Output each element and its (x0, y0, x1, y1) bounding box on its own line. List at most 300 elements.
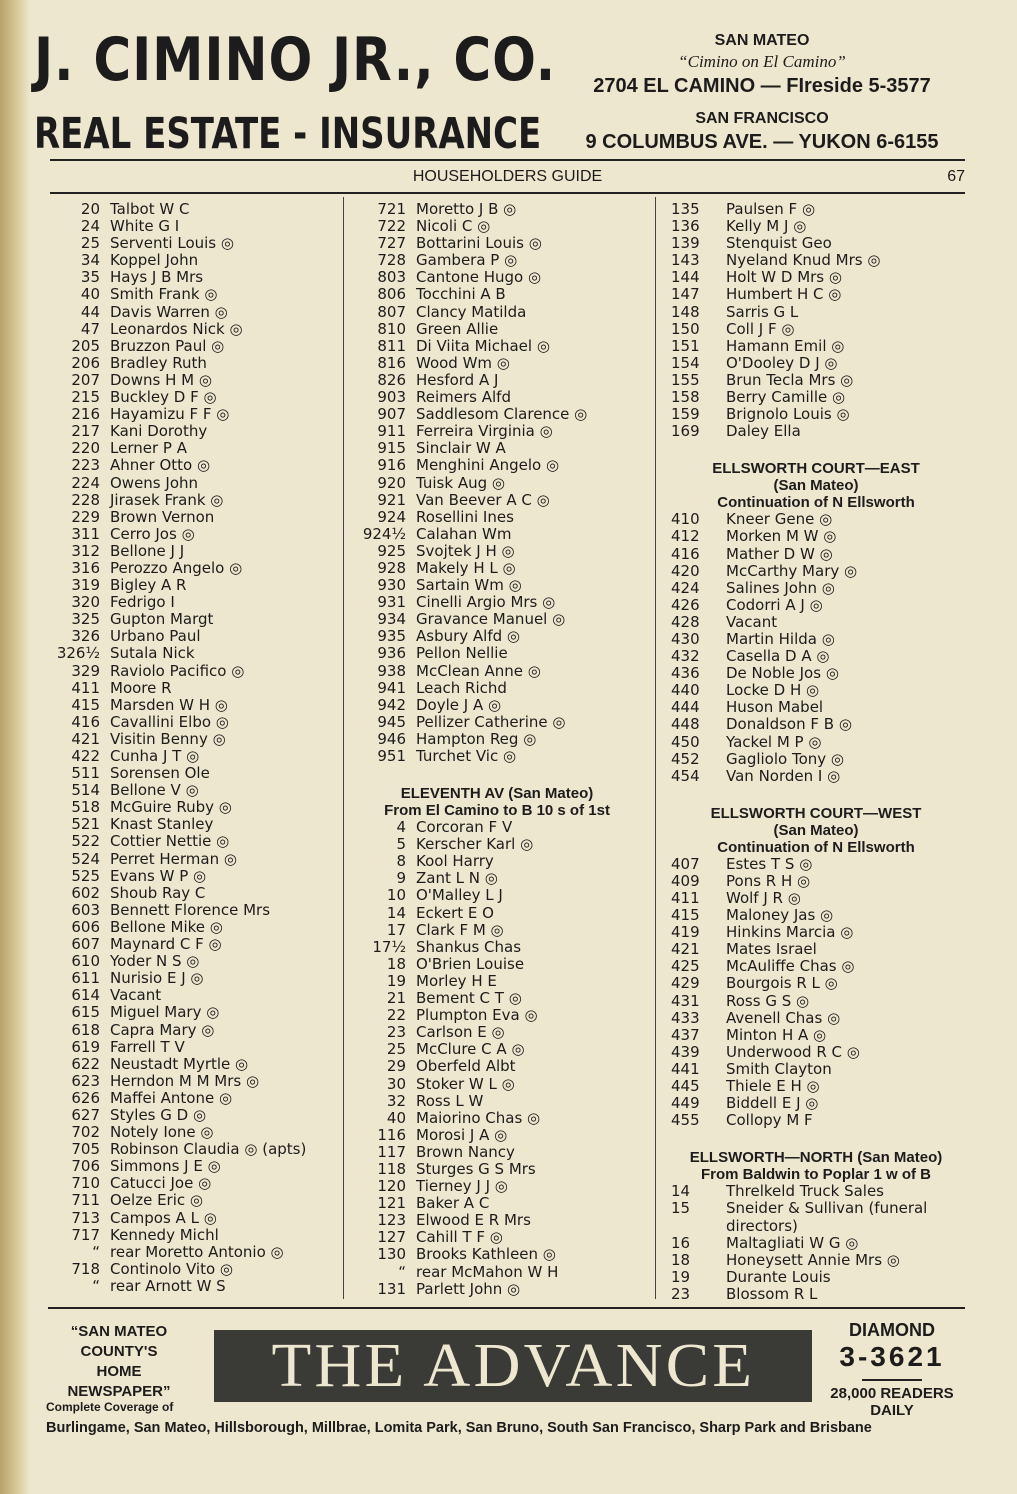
directory-entry (352, 1041, 642, 1058)
directory-entry (666, 563, 966, 580)
householder-name: Stoker W L ◎ (416, 1074, 515, 1093)
house-number: 419 (671, 923, 700, 942)
house-number: 826 (377, 370, 406, 389)
directory-entry (666, 1044, 966, 1061)
directory-entry (666, 372, 966, 389)
householder-name: Bourgois R L ◎ (726, 974, 838, 993)
householder-name: Herndon M M Mrs ◎ (110, 1071, 260, 1090)
house-number: 710 (71, 1174, 100, 1193)
directory-entry (666, 665, 966, 682)
householder-name: Kneer Gene ◎ (726, 510, 833, 529)
householder-name: Evans W P ◎ (110, 866, 207, 885)
householder-name: Brown Nancy (416, 1142, 515, 1161)
column-2 (352, 201, 642, 1298)
directory-entry (48, 475, 336, 492)
householder-name: Locke D H ◎ (726, 681, 820, 700)
house-number: 19 (671, 1267, 691, 1286)
newspaper-banner (214, 1330, 812, 1402)
house-number: 911 (377, 422, 406, 441)
householder-name: McAuliffe Chas ◎ (726, 957, 855, 976)
householder-name: Turchet Vic ◎ (416, 747, 517, 765)
householder-name: Notely Ione ◎ (110, 1123, 214, 1142)
house-number: 602 (71, 883, 100, 902)
householder-name: Yackel M P ◎ (726, 732, 822, 751)
house-number: 810 (377, 319, 406, 338)
house-number: 934 (377, 610, 406, 629)
house-number: 607 (71, 935, 100, 954)
householder-name: Kerscher Karl ◎ (416, 835, 534, 854)
directory-entry (48, 1073, 336, 1090)
house-number: 154 (671, 353, 700, 372)
column-divider (343, 197, 344, 1299)
directory-entry (48, 560, 336, 577)
householder-name: Perret Herman ◎ (110, 849, 237, 868)
house-number: 23 (671, 1284, 691, 1303)
house-number: 17 (386, 920, 406, 939)
directory-entry (352, 1076, 642, 1093)
householder-name: Clark F M ◎ (416, 920, 504, 939)
directory-entry (48, 1210, 336, 1227)
householder-name: Kennedy Michl (110, 1225, 219, 1244)
directory-entry (352, 286, 642, 303)
directory-entry (48, 628, 336, 645)
house-number: 705 (71, 1140, 100, 1159)
householder-name: Campos A L ◎ (110, 1208, 217, 1227)
householder-name: Hamann Emil ◎ (726, 336, 845, 355)
directory-entry (666, 389, 966, 406)
house-number: 224 (71, 473, 100, 492)
directory-entry (48, 885, 336, 902)
householder-name: Nicoli C ◎ (416, 217, 491, 236)
directory-entry (666, 873, 966, 890)
directory-entry (352, 990, 642, 1007)
householder-name: Leach Richd (416, 678, 507, 697)
directory-entry (352, 1007, 642, 1024)
house-number: 626 (71, 1088, 100, 1107)
readership-daily: DAILY (870, 1402, 914, 1419)
householder-name: Vacant (726, 612, 778, 631)
directory-entry (666, 1027, 966, 1044)
readership: 28,000 READERS (830, 1385, 954, 1402)
householder-name: Capra Mary ◎ (110, 1020, 215, 1039)
section-heading-ellsworth-east: ELLSWORTH COURT—EAST (712, 460, 920, 478)
house-number: 524 (71, 849, 100, 868)
householder-name: Knast Stanley (110, 815, 214, 834)
directory-entry (352, 594, 642, 611)
householder-name: Mather D W ◎ (726, 544, 833, 563)
house-number: 454 (671, 766, 700, 785)
house-number: 8 (396, 852, 406, 871)
house-number: 15 (671, 1199, 691, 1218)
directory-entry (48, 902, 336, 919)
directory-entry (666, 355, 966, 372)
householder-name: Pellon Nellie (416, 644, 508, 663)
newspaper-contact (812, 1320, 972, 1419)
directory-entry (666, 1200, 966, 1217)
householder-name: Durante Louis (726, 1267, 831, 1286)
house-number: 205 (71, 336, 100, 355)
house-number: 135 (671, 200, 700, 218)
directory-entry (48, 1004, 336, 1021)
house-number: 728 (377, 251, 406, 270)
directory-entry (666, 1269, 966, 1286)
householder-name: Ahner Otto ◎ (110, 456, 211, 475)
householder-name: Morley H E (416, 971, 497, 990)
householder-name: Hayamizu F F ◎ (110, 405, 230, 424)
householder-name: Di Viita Michael ◎ (416, 336, 550, 355)
directory-entry (48, 304, 336, 321)
householder-name: Avenell Chas ◎ (726, 1008, 841, 1027)
section-subheading-ellsworth-west: Continuation of N Ellsworth (717, 838, 915, 856)
directory-page (34, 0, 984, 1494)
householder-name: Gupton Margt (110, 610, 214, 629)
directory-entry (48, 1090, 336, 1107)
company-ad (34, 25, 559, 159)
householder-name: Koppel John (110, 251, 199, 270)
householder-name: Huson Mabel (726, 698, 824, 717)
section-city-ellsworth-west: (San Mateo) (773, 821, 859, 839)
directory-entry (48, 1141, 336, 1158)
householder-name: Hesford A J (416, 370, 499, 389)
house-number: 409 (671, 871, 700, 890)
householder-name: De Noble Jos ◎ (726, 664, 839, 683)
directory-entry (666, 1112, 966, 1129)
householder-name: Leonardos Nick ◎ (110, 319, 243, 338)
directory-entry (666, 1235, 966, 1252)
directory-entry (48, 1261, 336, 1278)
directory-entry (352, 389, 642, 406)
householder-name: Wolf J R ◎ (726, 889, 801, 907)
householder-name: Maltagliati W G ◎ (726, 1233, 859, 1252)
house-number: 614 (71, 986, 100, 1005)
office-address-san-francisco: 9 COLUMBUS AVE. — YUKON 6-6155 (585, 131, 939, 153)
householder-name: Hampton Reg ◎ (416, 729, 537, 748)
householder-name: Hinkins Marcia ◎ (726, 923, 854, 942)
householder-name: Maiorino Chas ◎ (416, 1108, 541, 1127)
householder-name: Carlson E ◎ (416, 1023, 505, 1042)
householder-name: Ross L W (416, 1091, 484, 1110)
newspaper-name: THE ADVANCE (271, 1331, 755, 1400)
running-head (50, 168, 965, 190)
householder-name: Ferreira Virginia ◎ (416, 422, 553, 441)
house-number: 22 (386, 1006, 406, 1025)
house-number: 938 (377, 661, 406, 680)
householder-name: McClean Anne ◎ (416, 661, 541, 680)
house-number: 920 (377, 473, 406, 492)
householder-name: rear Arnott W S (110, 1276, 226, 1295)
house-number: 525 (71, 866, 100, 885)
house-number: 120 (377, 1177, 406, 1196)
directory-entry (352, 457, 642, 474)
householder-name: Baker A C (416, 1194, 490, 1213)
householder-name: Estes T S ◎ (726, 854, 813, 873)
directory-entry (666, 682, 966, 699)
house-number: “ (398, 1262, 406, 1281)
directory-entry (352, 1246, 642, 1263)
house-number: 449 (671, 1094, 700, 1113)
directory-entry (352, 543, 642, 560)
householder-name: Coll J F ◎ (726, 319, 795, 338)
directory-entry (666, 907, 966, 924)
householder-name: Maloney Jas ◎ (726, 906, 834, 925)
householder-name: Styles G D ◎ (110, 1105, 207, 1124)
householder-name: Bottarini Louis ◎ (416, 234, 542, 253)
house-number: 903 (377, 388, 406, 407)
householder-name: Simmons J E ◎ (110, 1157, 221, 1176)
directory-entry (666, 511, 966, 528)
house-number: 139 (671, 234, 700, 253)
directory-entry (352, 269, 642, 286)
section-subheading-ellsworth-north: From Baldwin to Poplar 1 w of B (700, 1166, 931, 1184)
householder-name: Bruzzon Paul ◎ (110, 336, 225, 355)
householder-name: Morosi J A ◎ (416, 1125, 508, 1144)
house-number: 24 (80, 217, 100, 236)
page-gutter (0, 0, 30, 1494)
directory-entry (666, 1010, 966, 1027)
house-number: 155 (671, 370, 700, 389)
house-number: 25 (80, 234, 100, 253)
house-number: 223 (71, 456, 100, 475)
directory-entry (352, 956, 642, 973)
householder-name: Brown Vernon (110, 507, 215, 526)
house-number: 432 (671, 647, 700, 666)
directory-entry (48, 1039, 336, 1056)
directory-entry (48, 663, 336, 680)
directory-entry (666, 734, 966, 751)
householder-name: Wood Wm ◎ (416, 353, 510, 372)
householder-name: Stenquist Geo (726, 234, 832, 253)
house-number: 14 (386, 903, 406, 922)
divider (862, 1379, 922, 1381)
directory-entry (666, 406, 966, 423)
house-number: 618 (71, 1020, 100, 1039)
directory-entry (48, 748, 336, 765)
house-number: 930 (377, 576, 406, 595)
householder-name: Green Allie (416, 319, 499, 338)
householder-name: Bellone V ◎ (110, 781, 199, 800)
house-number: 121 (377, 1194, 406, 1213)
directory-entry (352, 819, 642, 836)
house-number: 118 (377, 1159, 406, 1178)
householder-name: Marsden W H ◎ (110, 695, 228, 714)
house-number: 312 (71, 541, 100, 560)
householder-name: Gravance Manuel ◎ (416, 610, 566, 629)
householder-name: Moretto J B ◎ (416, 200, 517, 218)
householder-name: Kani Dorothy (110, 422, 208, 441)
house-number: 522 (71, 832, 100, 851)
house-number (666, 1218, 726, 1235)
house-number: 717 (71, 1225, 100, 1244)
householder-name: Smith Clayton (726, 1059, 832, 1078)
house-number: 4 (396, 818, 406, 837)
directory-entry (352, 475, 642, 492)
directory-entry (48, 611, 336, 628)
directory-entry (666, 1286, 966, 1303)
directory-entry (666, 856, 966, 873)
directory-entry (352, 304, 642, 321)
directory-entry (352, 1058, 642, 1075)
directory-entry (48, 1056, 336, 1073)
house-number: 10 (386, 886, 406, 905)
directory-entry (666, 528, 966, 545)
footer-rule (48, 1307, 965, 1309)
coverage-towns: Burlingame, San Mateo, Hillsborough, Millbrae, Lomita Park, San Bruno, South San Francisco, Sharp Park and Brisbane (46, 1420, 872, 1436)
householder-name: Asbury Alfd ◎ (416, 627, 521, 646)
householder-name: Urbano Paul (110, 627, 201, 646)
house-number: 123 (377, 1211, 406, 1230)
directory-entry (48, 1227, 336, 1244)
householder-name: Hays J B Mrs (110, 268, 204, 287)
house-number: 320 (71, 593, 100, 612)
directory-entry (352, 218, 642, 235)
directory-entry (48, 269, 336, 286)
directory-entry (666, 993, 966, 1010)
house-number: 421 (71, 729, 100, 748)
householder-name: Mates Israel (726, 940, 817, 959)
householder-name: Cunha J T ◎ (110, 747, 200, 765)
house-number: 411 (671, 889, 700, 907)
house-number: 713 (71, 1208, 100, 1227)
house-number: 445 (671, 1077, 700, 1096)
house-number: 916 (377, 456, 406, 475)
house-number: 452 (671, 749, 700, 768)
house-number: 811 (377, 336, 406, 355)
householder-name: Reimers Alfd (416, 388, 511, 407)
householder-name: Tierney J J ◎ (416, 1177, 508, 1196)
directory-entry (48, 423, 336, 440)
directory-entry (352, 731, 642, 748)
householder-name: Continolo Vito ◎ (110, 1259, 234, 1278)
householder-name: Bellone Mike ◎ (110, 917, 223, 936)
householder-name: Jirasek Frank ◎ (110, 490, 224, 509)
office-city-san-mateo: SAN MATEO (714, 32, 810, 49)
householder-name: Elwood E R Mrs (416, 1211, 531, 1230)
directory-entry (48, 235, 336, 252)
directory-entry (666, 546, 966, 563)
householder-name: Gambera P ◎ (416, 251, 518, 270)
house-number: 23 (386, 1023, 406, 1042)
directory-entry (352, 1110, 642, 1127)
house-number: 416 (71, 712, 100, 731)
householder-name: Farrell T V (110, 1037, 185, 1056)
house-number: 441 (671, 1059, 700, 1078)
house-number: 610 (71, 952, 100, 971)
house-number: 325 (71, 610, 100, 629)
directory-entry (352, 492, 642, 509)
directory-entry (352, 1178, 642, 1195)
directory-entry (352, 1212, 642, 1229)
directory-entry (666, 1252, 966, 1269)
householder-name: Salines John ◎ (726, 578, 835, 597)
section-subheading-ellsworth-east: Continuation of N Ellsworth (717, 494, 915, 512)
householder-name: Nyeland Knud Mrs ◎ (726, 251, 881, 270)
house-number: 407 (671, 854, 700, 873)
house-number: 420 (671, 561, 700, 580)
house-number: 159 (671, 405, 700, 424)
householder-name: Sorensen Ole (110, 764, 210, 783)
householder-name: O'Malley L J (416, 886, 503, 905)
house-number: 429 (671, 974, 700, 993)
directory-entry (666, 716, 966, 733)
house-number: 14 (671, 1182, 691, 1201)
phone-exchange: DIAMOND (849, 1320, 935, 1340)
directory-entry (666, 648, 966, 665)
directory-entry (352, 680, 642, 697)
guide-title: HOUSEHOLDERS GUIDE (412, 168, 603, 185)
house-number: 437 (671, 1025, 700, 1044)
house-number: 127 (377, 1228, 406, 1247)
directory-entry (666, 580, 966, 597)
householder-name: Sutala Nick (110, 644, 195, 663)
house-number: 807 (377, 302, 406, 321)
directory-entry (48, 1278, 336, 1295)
house-number: 29 (386, 1057, 406, 1076)
householder-name: Van Beever A C ◎ (416, 490, 550, 509)
house-number: 439 (671, 1042, 700, 1061)
householder-name: Holt W D Mrs ◎ (726, 268, 842, 287)
section-heading-eleventh-av: ELEVENTH AV (San Mateo) (400, 785, 594, 803)
householder-name: Bellone J J (110, 541, 185, 560)
householder-name: Underwood R C ◎ (726, 1042, 860, 1061)
house-number: 444 (671, 698, 700, 717)
householder-name: Bigley A R (110, 576, 187, 595)
directory-entry (666, 924, 966, 941)
directory-entry (48, 714, 336, 731)
directory-entry (48, 816, 336, 833)
house-number: 40 (80, 285, 100, 304)
directory-entry (48, 851, 336, 868)
directory-entry (48, 321, 336, 338)
householder-name: Paulsen F ◎ (726, 200, 816, 218)
house-number: 521 (71, 815, 100, 834)
house-number: 428 (671, 612, 700, 631)
directory-entry (352, 1195, 642, 1212)
householder-name: Maynard C F ◎ (110, 935, 222, 954)
householder-name: Neustadt Myrtle ◎ (110, 1054, 249, 1073)
householder-name: Sinclair W A (416, 439, 506, 458)
householder-name: Tocchini A B (416, 285, 506, 304)
householder-name: Van Norden I ◎ (726, 766, 841, 785)
directory-entry (48, 201, 336, 218)
directory-entry (48, 543, 336, 560)
house-number: 148 (671, 302, 700, 321)
house-number: 518 (71, 798, 100, 817)
directory-entry (48, 1175, 336, 1192)
directory-entry (352, 526, 642, 543)
householder-name: Robinson Claudia ◎ (apts) (110, 1140, 307, 1159)
householder-name: directors) (726, 1216, 798, 1235)
directory-entry (352, 577, 642, 594)
house-number: 941 (377, 678, 406, 697)
house-number: 151 (671, 336, 700, 355)
house-number: 18 (386, 954, 406, 973)
page-number: 67 (947, 168, 965, 185)
directory-entry (352, 252, 642, 269)
directory-entry (352, 440, 642, 457)
directory-entry (352, 1093, 642, 1110)
householder-name: White G I (110, 217, 180, 236)
directory-entry (48, 372, 336, 389)
business-line: REAL ESTATE - INSURANCE (34, 109, 542, 159)
householder-name: Biddell E J ◎ (726, 1094, 819, 1113)
company-name: J. CIMINO JR., CO. (34, 25, 557, 95)
householder-name: Berry Camille ◎ (726, 388, 846, 407)
householder-name: Shoub Ray C (110, 883, 206, 902)
directory-entry (352, 1264, 642, 1281)
house-number: 422 (71, 747, 100, 765)
directory-entry (666, 699, 966, 716)
house-number: 17½ (372, 937, 406, 956)
